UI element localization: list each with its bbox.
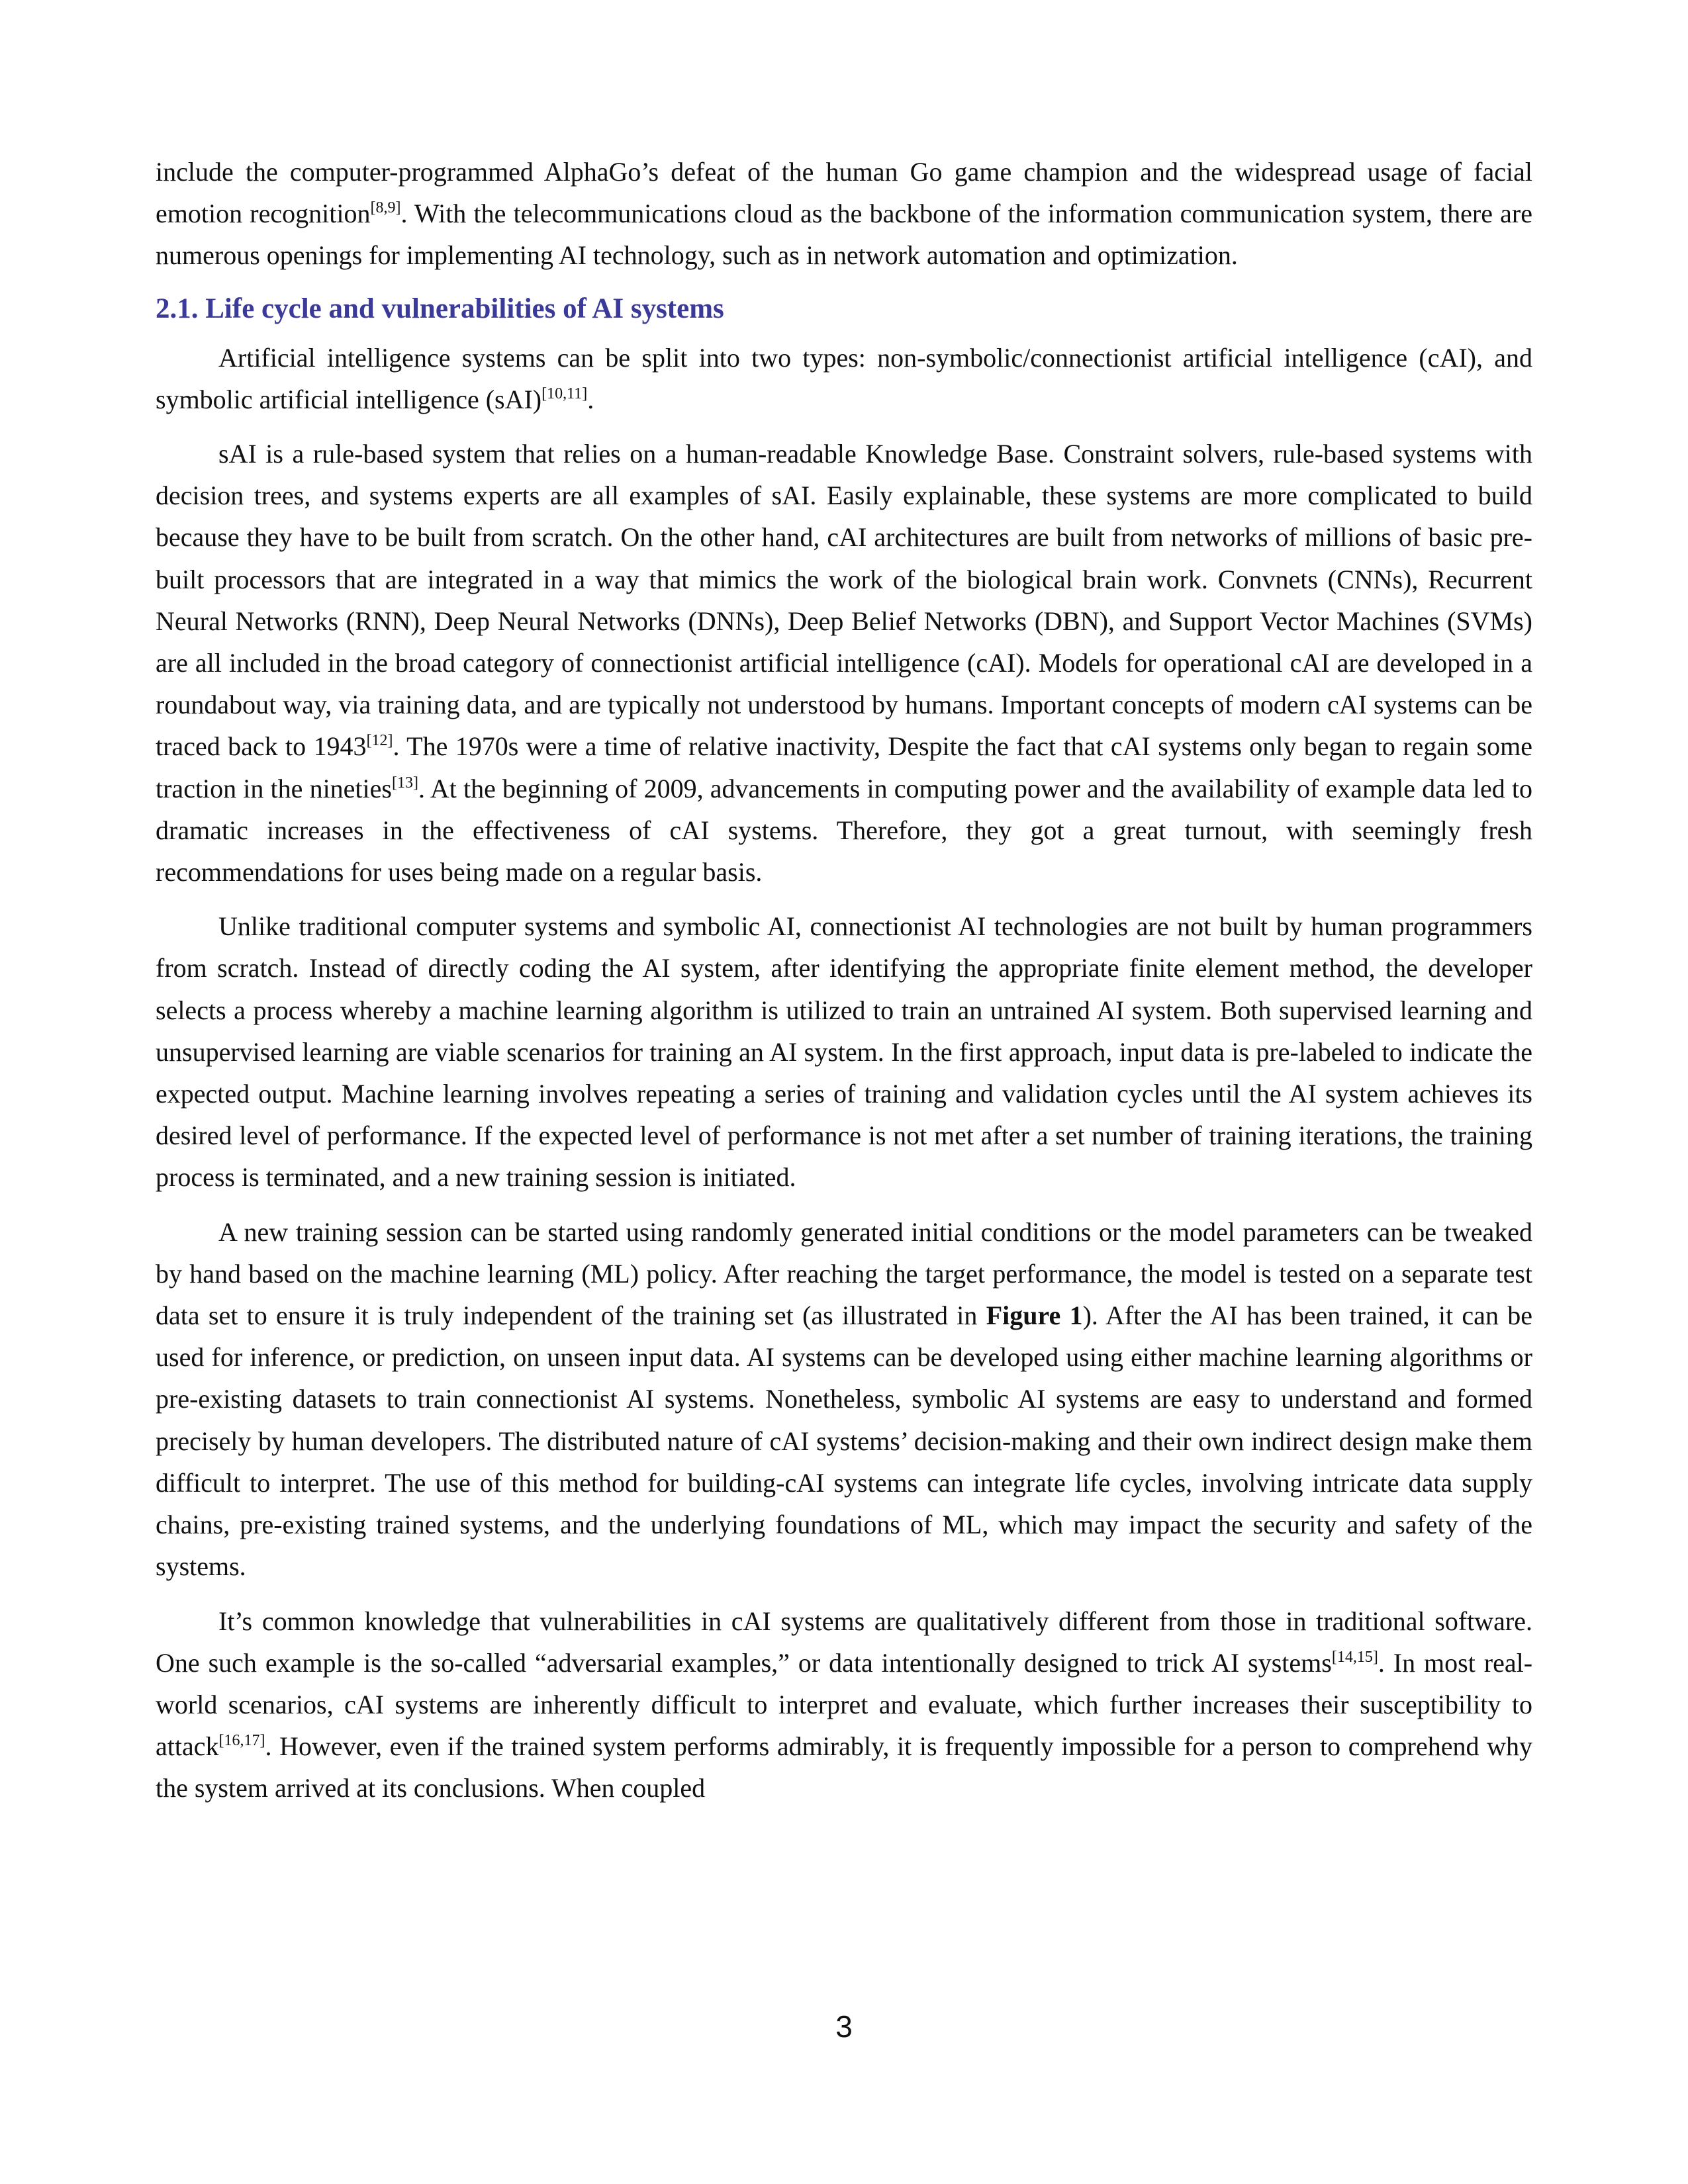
paragraph-text: It’s common knowledge that vulnerabilities in cAI systems are qualitatively different from those in traditional software. One such example is the so-called “adversarial examples,” or data intentionally designed to trick AI systems	[156, 1606, 1532, 1678]
paragraph-text: sAI is a rule-based system that relies on a human-readable Knowledge Base. Constraint solvers, rule-based systems with decision trees, and systems experts are all examples of sAI. Easily explainable, these systems are more complicated to build because they have to be built from scratch. On the other hand, cAI architectures are built from networks of millions of basic pre-built processors that are integrated in a way that mimics the work of the biological brain work. Convnets (CNNs), Recurrent Neural Networks (RNN), Deep Neural Networks (DNNs), Deep Belief Networks (DBN), and Support Vector Machines (SVMs) are all included in the broad category of connectionist artificial intelligence (cAI). Models for operational cAI are developed in a roundabout way, via training data, and are typically not understood by humans. Important concepts of modern cAI systems can be traced back to 1943	[156, 439, 1532, 762]
intro-text-2: . With the telecommunications cloud as the backbone of the information communication system, there are numerous openings for implementing AI technology, such as in network automation and optimization.	[156, 199, 1532, 271]
intro-text-1: include the computer-programmed AlphaGo’s defeat of the human Go game champion and the widespread usage of facial emotion recognition	[156, 157, 1532, 229]
paragraph-connectionist	[156, 905, 1532, 1198]
paragraph-text: .	[587, 384, 594, 414]
paragraph-text: A new training session can be started using randomly generated initial conditions or the model parameters can be tweaked by hand based on the machine learning (ML) policy. After reaching the target performance, the model is tested on a separate test data set to ensure it is truly independent of the training set (as illustrated in	[156, 1216, 1532, 1331]
section-heading: 2.1. Life cycle and vulnerabilities of AI systems	[156, 293, 724, 324]
paragraph-text: . In most real-world scenarios, cAI systems are inherently difficult to interpret and evaluate, which further increases their susceptibility to attack	[156, 1647, 1533, 1762]
citation-ref[interactable]: [10,11]	[541, 385, 588, 402]
paragraph-text: Unlike traditional computer systems and symbolic AI, connectionist AI technologies are not built by human programmers from scratch. Instead of directly coding the AI system, after identifying the appropriate finite element method, the developer selects a process whereby a machine learning algorithm is utilized to train an untrained AI system. Both supervised learning and unsupervised learning are viable scenarios for training an AI system. In the first approach, input data is pre-labeled to indicate the expected output. Machine learning involves repeating a series of training and validation cycles until the AI system achieves its desired level of performance. If the expected level of performance is not met after a set number of training iterations, the training process is terminated, and a new training session is initiated.	[156, 911, 1532, 1193]
paragraph-text: Artificial intelligence systems can be split into two types: non-symbolic/connectionist artificial intelligence (cAI), and symbolic artificial intelligence (sAI)	[156, 342, 1532, 414]
paragraph-text: . However, even if the trained system performs admirably, it is frequently impossible for a person to comprehend why the system arrived at its conclusions. When coupled	[156, 1731, 1532, 1803]
citation-ref[interactable]: [13]	[391, 774, 418, 792]
intro-paragraph	[156, 151, 1532, 277]
figure-reference[interactable]: Figure 1	[986, 1300, 1083, 1331]
paragraph-vulnerabilities	[156, 1600, 1532, 1809]
citation-ref[interactable]: [12]	[366, 732, 393, 750]
citation-ref[interactable]: [16,17]	[218, 1732, 265, 1750]
citation-ref[interactable]: [14,15]	[1331, 1648, 1378, 1666]
paragraph-types	[156, 337, 1532, 420]
paragraph-text: ). After the AI has been trained, it can be used for inference, or prediction, on unseen input data. AI systems can be developed using either machine learning algorithms or pre-existing datasets to train connectionist AI systems. Nonetheless, symbolic AI systems are easy to understand and formed precisely by human developers. The distributed nature of cAI systems’ decision-making and their own indirect design make them difficult to interpret. The use of this method for building-cAI systems can integrate life cycles, involving intricate data supply chains, pre-existing trained systems, and the underlying foundations of ML, which may impact the security and safety of the systems.	[156, 1300, 1532, 1582]
page-number: 3	[835, 2009, 853, 2044]
citation-ref[interactable]: [8,9]	[370, 199, 401, 217]
paragraph-sai	[156, 433, 1532, 893]
page-body	[156, 151, 1532, 1809]
paragraph-training	[156, 1211, 1532, 1588]
paragraph-text: . At the beginning of 2009, advancements in computing power and the availability of example data led to dramatic increases in the effectiveness of cAI systems. Therefore, they got a great turnout, with seemingly fresh recommendations for uses being made on a regular basis.	[156, 773, 1532, 887]
paragraph-text: . The 1970s were a time of relative inactivity, Despite the fact that cAI systems only began to regain some traction in the nineties	[156, 731, 1532, 803]
